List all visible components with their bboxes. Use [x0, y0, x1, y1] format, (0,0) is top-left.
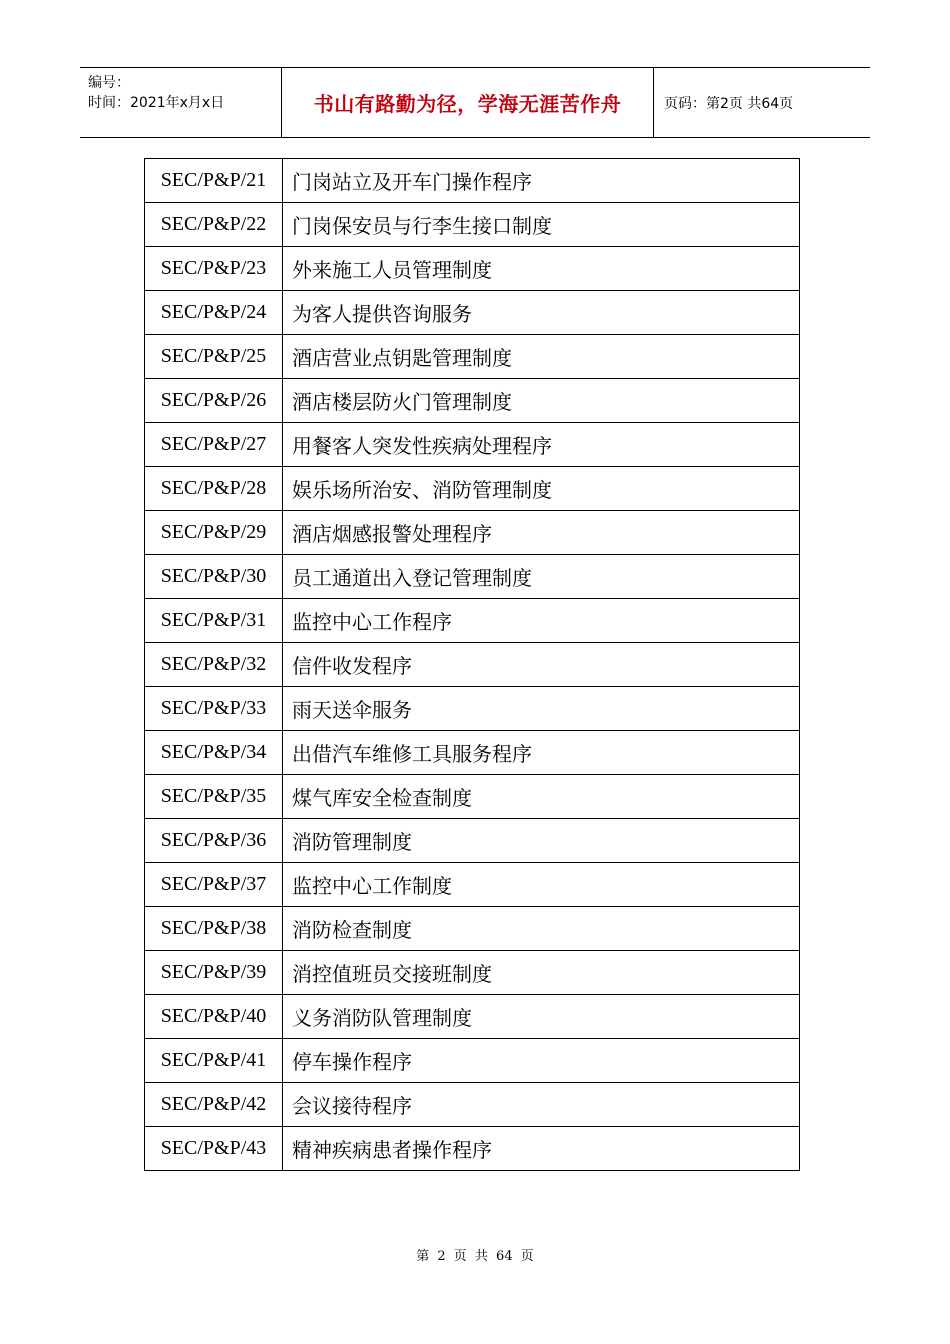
- procedure-title: 为客人提供咨询服务: [283, 291, 800, 335]
- table-row: [145, 423, 800, 467]
- procedure-code: SEC/P&P/33: [145, 687, 283, 731]
- procedure-title: 酒店烟感报警处理程序: [283, 511, 800, 555]
- procedure-code: SEC/P&P/24: [145, 291, 283, 335]
- procedure-title: 门岗站立及开车门操作程序: [283, 159, 800, 203]
- table-row: [145, 819, 800, 863]
- table-row: [145, 555, 800, 599]
- procedure-code: SEC/P&P/35: [145, 775, 283, 819]
- procedure-title: 员工通道出入登记管理制度: [283, 555, 800, 599]
- time-label: 时间：2021年x月x日: [88, 95, 225, 111]
- procedure-code: SEC/P&P/34: [145, 731, 283, 775]
- number-label: 编号：: [88, 75, 130, 91]
- procedure-code: SEC/P&P/40: [145, 995, 283, 1039]
- procedure-code: SEC/P&P/26: [145, 379, 283, 423]
- procedure-code: SEC/P&P/30: [145, 555, 283, 599]
- procedure-title: 消防检查制度: [283, 907, 800, 951]
- procedure-code: SEC/P&P/37: [145, 863, 283, 907]
- procedure-code: SEC/P&P/27: [145, 423, 283, 467]
- header-motto: 书山有路勤为径，学海无涯苦作舟: [282, 68, 654, 137]
- procedure-title: 停车操作程序: [283, 1039, 800, 1083]
- procedure-title: 煤气库安全检查制度: [283, 775, 800, 819]
- procedure-title: 外来施工人员管理制度: [283, 247, 800, 291]
- procedure-code: SEC/P&P/38: [145, 907, 283, 951]
- procedure-code: SEC/P&P/21: [145, 159, 283, 203]
- page-header: [80, 67, 870, 138]
- procedure-title: 义务消防队管理制度: [283, 995, 800, 1039]
- table-row: [145, 643, 800, 687]
- table-row: [145, 687, 800, 731]
- table-row: [145, 203, 800, 247]
- table-row: [145, 1127, 800, 1171]
- procedure-title: 会议接待程序: [283, 1083, 800, 1127]
- procedure-title: 监控中心工作制度: [283, 863, 800, 907]
- procedure-table: [144, 158, 800, 1171]
- procedure-title: 门岗保安员与行李生接口制度: [283, 203, 800, 247]
- procedure-code: SEC/P&P/23: [145, 247, 283, 291]
- procedure-code: SEC/P&P/39: [145, 951, 283, 995]
- procedure-title: 精神疾病患者操作程序: [283, 1127, 800, 1171]
- procedure-code: SEC/P&P/32: [145, 643, 283, 687]
- procedure-code: SEC/P&P/43: [145, 1127, 283, 1171]
- procedure-title: 酒店营业点钥匙管理制度: [283, 335, 800, 379]
- table-row: [145, 775, 800, 819]
- procedure-title: 雨天送伞服务: [283, 687, 800, 731]
- procedure-title: 监控中心工作程序: [283, 599, 800, 643]
- procedure-title: 消防管理制度: [283, 819, 800, 863]
- table-row: [145, 247, 800, 291]
- table-row: [145, 731, 800, 775]
- table-row: [145, 599, 800, 643]
- header-meta: [80, 68, 282, 137]
- table-row: [145, 995, 800, 1039]
- procedure-code: SEC/P&P/28: [145, 467, 283, 511]
- procedure-code: SEC/P&P/22: [145, 203, 283, 247]
- table-row: [145, 511, 800, 555]
- procedure-code: SEC/P&P/41: [145, 1039, 283, 1083]
- header-page-info: 页码：第2页 共64页: [664, 95, 794, 112]
- table-row: [145, 335, 800, 379]
- table-row: [145, 159, 800, 203]
- table-row: [145, 1039, 800, 1083]
- table-row: [145, 1083, 800, 1127]
- procedure-title: 娱乐场所治安、消防管理制度: [283, 467, 800, 511]
- procedure-title: 用餐客人突发性疾病处理程序: [283, 423, 800, 467]
- procedure-code: SEC/P&P/36: [145, 819, 283, 863]
- procedure-title: 酒店楼层防火门管理制度: [283, 379, 800, 423]
- page-footer: 第 2 页 共 64 页: [416, 1249, 534, 1264]
- procedure-title: 出借汽车维修工具服务程序: [283, 731, 800, 775]
- procedure-code: SEC/P&P/29: [145, 511, 283, 555]
- procedure-table-body: [145, 159, 800, 1171]
- procedure-code: SEC/P&P/31: [145, 599, 283, 643]
- procedure-title: 消控值班员交接班制度: [283, 951, 800, 995]
- table-row: [145, 291, 800, 335]
- procedure-code: SEC/P&P/42: [145, 1083, 283, 1127]
- table-row: [145, 379, 800, 423]
- table-row: [145, 863, 800, 907]
- table-row: [145, 951, 800, 995]
- table-row: [145, 467, 800, 511]
- table-row: [145, 907, 800, 951]
- procedure-code: SEC/P&P/25: [145, 335, 283, 379]
- procedure-title: 信件收发程序: [283, 643, 800, 687]
